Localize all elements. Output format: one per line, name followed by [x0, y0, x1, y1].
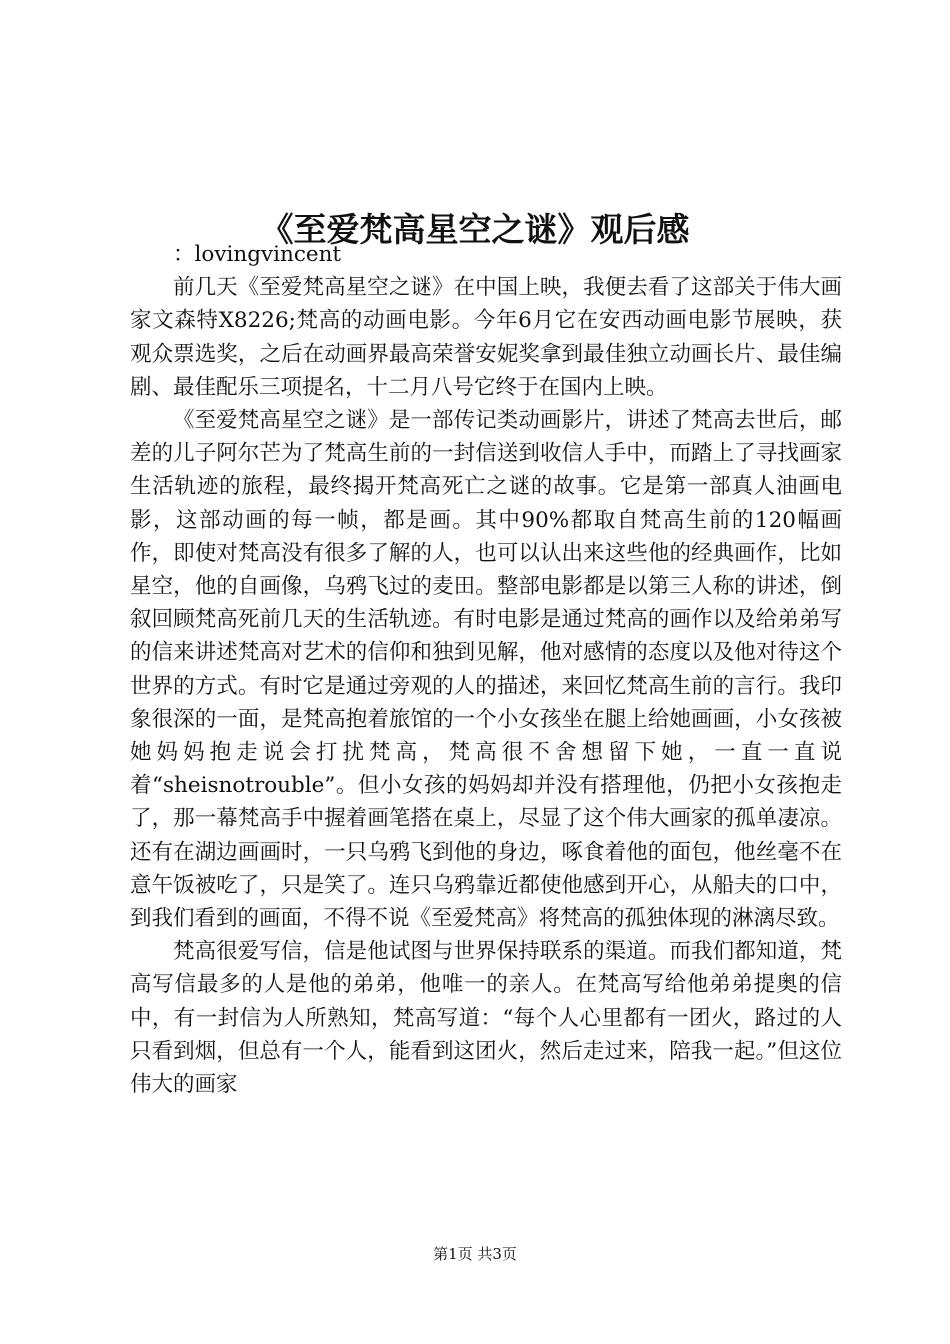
author-line: ：lovingvincent: [173, 242, 342, 267]
document-body: [130, 238, 842, 1101]
paragraph-2: 《至爱梵高星空之谜》是一部传记类动画影片，讲述了梵高去世后，邮差的儿子阿尔芒为了梵高生前的一封信送到收信人手中，而踏上了寻找画家生活轨迹的旅程，最终揭开梵高死亡之谜的故事。它是第一部真人油画电影，这部动画的每一帧，都是画。其中90%都取自梵高生前的120幅画作，即使对梵高没有很多了解的人，也可以认出来这些他的经典画作，比如星空，他的自画像，乌鸦飞过的麦田。整部电影都是以第三人称的讲述，倒叙回顾梵高死前几天的生活轨迹。有时电影是通过梵高的画作以及给弟弟写的信来讲述梵高对艺术的信仰和独到见解，他对感情的态度以及他对待这个世界的方式。有时它是通过旁观的人的描述，来回忆梵高生前的言行。我印象很深的一面，是梵高抱着旅馆的一个小女孩坐在腿上给她画画，小女孩被她妈妈抱走说会打扰梵高，梵高很不舍想留下她，一直一直说着“sheisnotrouble”。但小女孩的妈妈却并没有搭理他，仍把小女孩抱走了，那一幕梵高手中握着画笔搭在桌上，尽显了这个伟大画家的孤单凄凉。还有在湖边画画时，一只乌鸦飞到他的身边，啄食着他的面包，他丝毫不在意午饭被吃了，只是笑了。连只乌鸦靠近都使他感到开心，从船夫的口中，到我们看到的画面，不得不说《至爱梵高》将梵高的孤独体现的淋漓尽致。: [130, 408, 842, 932]
document-title: 《至爱梵高星空之谜》观后感: [260, 210, 690, 250]
paragraph-3: 梵高很爱写信，信是他试图与世界保持联系的渠道。而我们都知道，梵高写信最多的人是他的弟弟，他唯一的亲人。在梵高写给他弟弟提奥的信中，有一封信为人所熟知，梵高写道：“每个人心里都有一团火，路过的人只看到烟，但总有一个人，能看到这团火，然后走过来，陪我一起。”但这位伟大的画家: [130, 939, 842, 1098]
paragraph-1: 前几天《至爱梵高星空之谜》在中国上映，我便去看了这部关于伟大画家文森特X8226;梵高的动画电影。今年6月它在安西动画电影节展映，获观众票选奖，之后在动画界最高荣誉安妮奖拿到最佳独立动画长片、最佳编剧、最佳配乐三项提名，十二月八号它终于在国内上映。: [130, 275, 842, 400]
page-footer: 第1页 共3页: [433, 1245, 517, 1263]
